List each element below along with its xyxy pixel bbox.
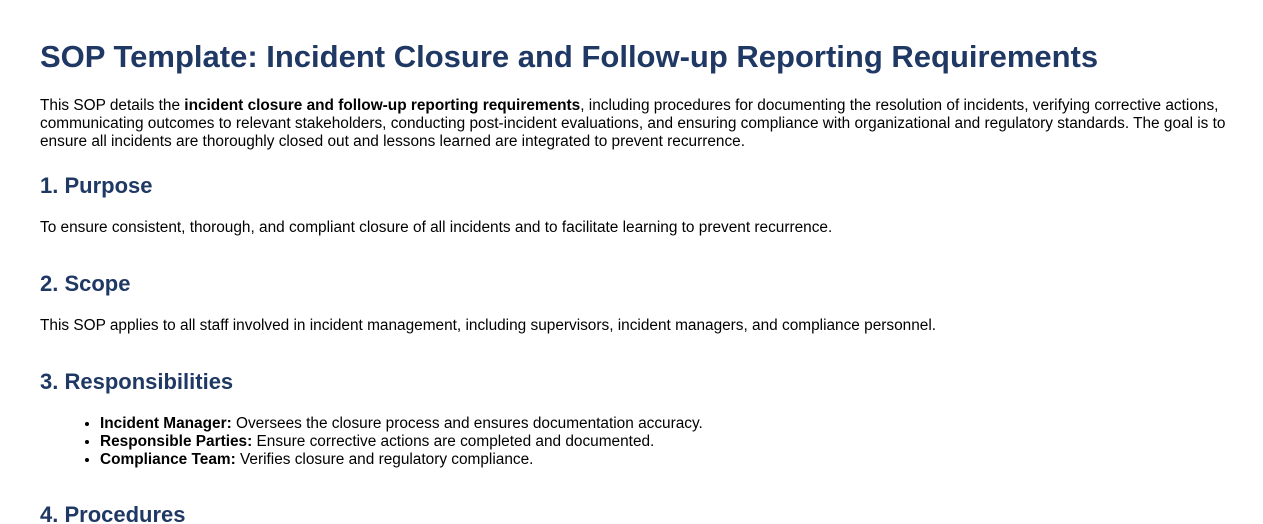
role-label: Responsible Parties: — [100, 433, 253, 450]
heading-purpose: 1. Purpose — [40, 173, 153, 198]
heading-procedures: 4. Procedures — [40, 502, 186, 524]
intro-paragraph — [40, 97, 1230, 151]
list-item — [100, 451, 703, 469]
role-description: Oversees the closure process and ensures documentation accuracy. — [231, 415, 703, 432]
list-item — [100, 433, 703, 451]
intro-text-bold: incident closure and follow-up reporting requirements — [184, 97, 581, 114]
scope-text: This SOP applies to all staff involved in incident management, including supervisors, incident managers, and compliance personnel. — [40, 317, 937, 334]
heading-scope: 2. Scope — [40, 271, 131, 296]
responsibilities-list — [40, 415, 703, 469]
role-label: Incident Manager: — [100, 415, 232, 432]
role-description: Ensure corrective actions are completed and documented. — [252, 433, 655, 450]
purpose-text: To ensure consistent, thorough, and compliant closure of all incidents and to facilitate learning to prevent recurrence. — [40, 219, 833, 236]
intro-text-end: , including procedures for documenting the resolution of incidents, verifying corrective actions, communicating outcomes to relevant stakeholders, conducting post-incident evaluations, and ensuring compliance with organizational and regulatory standards. The goal is to ensure all incidents are thoroughly closed out and lessons learned are integrated to prevent recurrence. — [40, 97, 1226, 150]
role-label: Compliance Team: — [100, 451, 236, 468]
intro-text-start: This SOP details the — [40, 97, 185, 114]
page-title: SOP Template: Incident Closure and Follow-up Reporting Requirements — [40, 39, 1099, 74]
role-description: Verifies closure and regulatory compliance. — [235, 451, 534, 468]
list-item — [100, 415, 703, 433]
heading-responsibilities: 3. Responsibilities — [40, 369, 234, 394]
